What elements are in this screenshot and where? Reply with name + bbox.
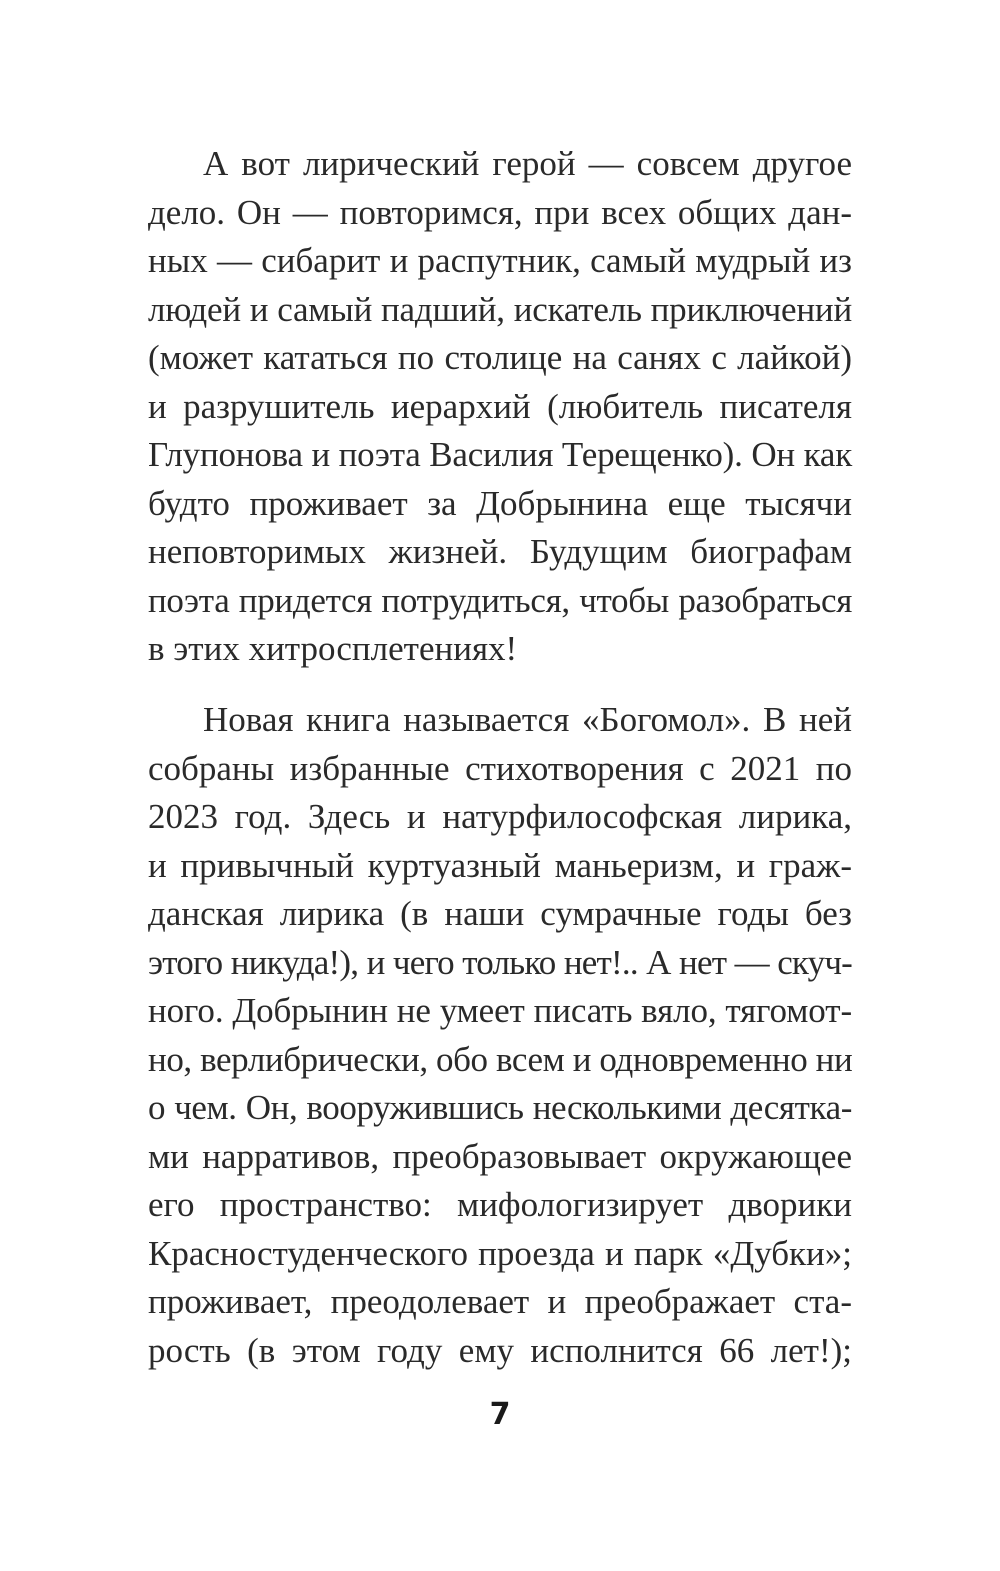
text-line: будто проживает за Добрынина еще тысячи	[148, 483, 852, 523]
text-line: 2023 год. Здесь и натурфилософская лирика,	[148, 797, 852, 836]
text-line: данская лирика (в наши сумрачные годы без	[148, 894, 852, 933]
text-line: и разрушитель иерархий (любитель писателя	[148, 386, 852, 426]
text-line: ных — сибарит и распутник, самый мудрый из	[148, 241, 852, 280]
text-line: проживает, преодолевает и преображает ста-	[148, 1282, 852, 1321]
text-line: Красностуденческого проезда и парк «Дубки»;	[148, 1233, 852, 1273]
text-line: А вот лирический герой — совсем другое	[203, 144, 852, 183]
text-line: людей и самый падший, искатель приключений	[148, 289, 852, 329]
text-line: но, верлибрически, обо всем и одновременно ни	[148, 1039, 853, 1079]
text-line: рость (в этом году ему исполнится 66 лет!);	[148, 1330, 852, 1370]
text-line: Глупонова и поэта Василия Терещенко). Он как	[148, 435, 852, 474]
text-line: дело. Он — повторимся, при всех общих дан-	[148, 192, 852, 232]
text-line: (может кататься по столице на санях с лайкой)	[148, 338, 852, 377]
text-line: Новая книга называется «Богомол». В ней	[203, 700, 852, 739]
text-line: собраны избранные стихотворения с 2021 по	[148, 748, 852, 788]
text-line: о чем. Он, вооружившись несколькими десятка-	[148, 1088, 852, 1127]
text-line: ного. Добрынин не умеет писать вяло, тягомот-	[148, 991, 852, 1030]
paragraph-lyrical-hero	[148, 140, 852, 674]
text-line: ми нарративов, преобразовывает окружающее	[148, 1136, 852, 1176]
text-line: в этих хитросплетениях!	[148, 629, 518, 668]
page-number: 7	[489, 1397, 511, 1432]
text-line: его пространство: мифологизирует дворики	[148, 1185, 852, 1224]
paragraph-new-book	[148, 696, 852, 1375]
text-line: этого никуда!), и чего только нет!.. А нет — скуч-	[148, 942, 852, 982]
text-line: поэта придется потрудиться, чтобы разобраться	[148, 580, 852, 620]
text-line: неповторимых жизней. Будущим биографам	[148, 532, 852, 571]
text-line: и привычный куртуазный маньеризм, и граж-	[148, 845, 852, 885]
